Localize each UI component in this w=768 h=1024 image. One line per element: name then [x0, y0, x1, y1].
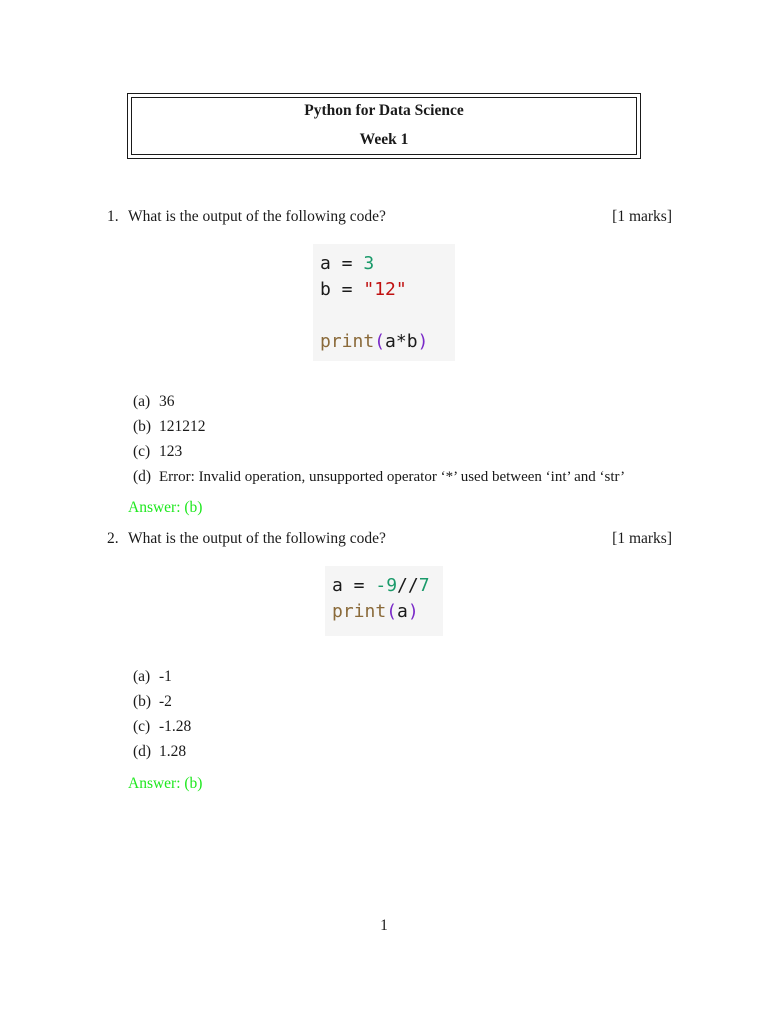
code-string: "12" [363, 279, 407, 300]
option-label: (c) [133, 443, 151, 460]
option-label: (a) [133, 668, 151, 685]
option-label: (d) [133, 468, 152, 485]
title-box-inner [131, 97, 637, 155]
code-operator: // [397, 575, 419, 596]
code-number: 3 [363, 253, 375, 274]
document-subtitle: Week 1 [359, 131, 409, 148]
code-operator: = [330, 253, 364, 274]
question-marks: [1 marks] [612, 530, 672, 547]
option-label: (b) [133, 418, 152, 435]
code-args: a*b [385, 331, 418, 352]
code-blank-line [320, 303, 448, 329]
question-number: 1. [107, 208, 119, 225]
code-line [332, 599, 436, 625]
code-operator: = [342, 575, 376, 596]
code-paren: ( [386, 601, 398, 622]
option-text: 36 [159, 393, 175, 410]
code-var: a [332, 575, 343, 596]
title-box [127, 93, 641, 159]
answer-text: Answer: (b) [128, 499, 203, 516]
option-label: (d) [133, 743, 152, 760]
code-number: -9 [375, 575, 398, 596]
code-block [325, 566, 443, 636]
code-line [320, 277, 448, 303]
option-text: -2 [159, 693, 172, 710]
question-text: What is the output of the following code? [128, 208, 386, 225]
code-paren: ) [407, 601, 419, 622]
code-paren: ( [374, 331, 386, 352]
option-text: 121212 [159, 418, 206, 435]
option-text: -1 [159, 668, 172, 685]
code-function: print [320, 331, 375, 352]
code-var: b [320, 279, 331, 300]
code-number: 7 [418, 575, 430, 596]
option-label: (c) [133, 718, 151, 735]
option-label: (b) [133, 693, 152, 710]
page-number: 1 [380, 917, 388, 934]
question-text: What is the output of the following code? [128, 530, 386, 547]
code-var: a [320, 253, 331, 274]
code-function: print [332, 601, 387, 622]
option-text: 1.28 [159, 743, 187, 760]
code-line [320, 329, 448, 355]
option-text: -1.28 [159, 718, 192, 735]
code-operator: = [330, 279, 364, 300]
question-number: 2. [107, 530, 119, 547]
code-args: a [397, 601, 408, 622]
option-text: 123 [159, 443, 183, 460]
option-text: Error: Invalid operation, unsupported operator ‘*’ used between ‘int’ and ‘str’ [159, 469, 626, 485]
document-title: Python for Data Science [304, 102, 464, 119]
code-paren: ) [417, 331, 429, 352]
code-line [332, 573, 436, 599]
answer-text: Answer: (b) [128, 775, 203, 792]
code-block [313, 244, 455, 361]
option-label: (a) [133, 393, 151, 410]
code-line [320, 251, 448, 277]
question-marks: [1 marks] [612, 208, 672, 225]
